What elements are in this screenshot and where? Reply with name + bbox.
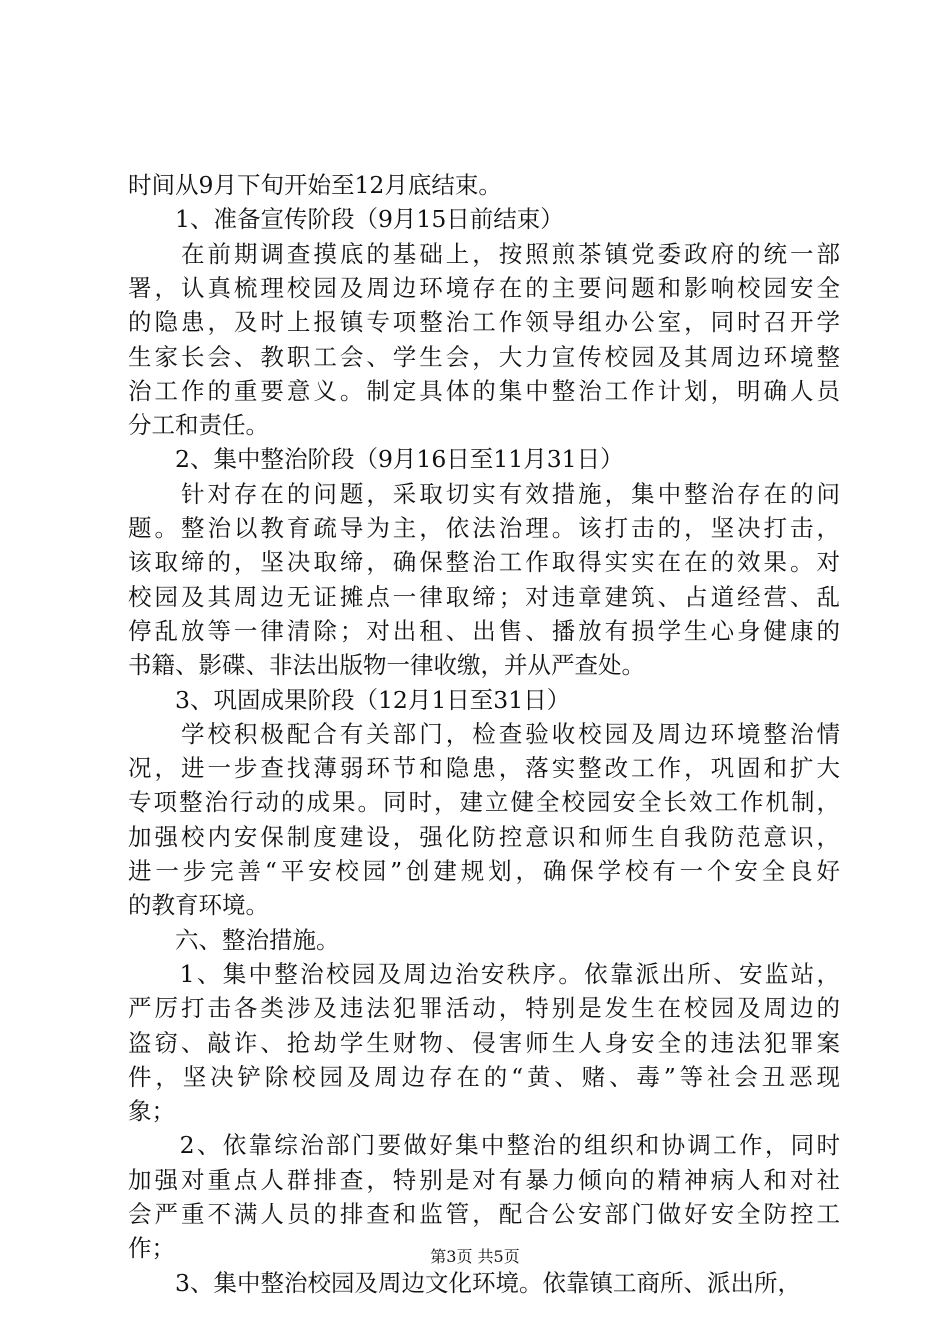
body-text-line: 2、依靠综治部门要做好集中整治的组织和协调工作，同时 [128, 1131, 840, 1160]
body-text-line: 停乱放等一律清除；对出租、出售、播放有损学生心身健康的 [128, 616, 840, 645]
body-text-line: 针对存在的问题，采取切实有效措施，集中整治存在的问 [128, 479, 840, 508]
body-text-line: 六、整治措施。 [128, 925, 340, 954]
body-text-line: 严厉打击各类涉及违法犯罪活动，特别是发生在校园及周边的 [128, 994, 840, 1023]
body-text-line: 治工作的重要意义。制定具体的集中整治工作计划，明确人员 [128, 376, 840, 405]
body-text-line: 该取缔的，坚决取缔，确保整治工作取得实实在在的效果。对 [128, 548, 840, 577]
body-text-line: 时间从9月下旬开始至12月底结束。 [128, 171, 502, 199]
body-text-line: 在前期调查摸底的基础上，按照煎茶镇党委政府的统一部 [128, 239, 840, 268]
body-text-line: 件，坚决铲除校园及周边存在的“黄、赌、毒”等社会丑恶现 [128, 1062, 840, 1091]
body-text-line: 1、集中整治校园及周边治安秩序。依靠派出所、安监站， [128, 959, 840, 988]
body-text-line: 专项整治行动的成果。同时，建立健全校园安全长效工作机制， [128, 788, 840, 817]
body-text-line: 题。整治以教育疏导为主，依法治理。该打击的，坚决打击， [128, 514, 840, 542]
body-text-line: 盗窃、敲诈、抢劫学生财物、侵害师生人身安全的违法犯罪案 [128, 1028, 840, 1057]
body-text-line: 校园及其周边无证摊点一律取缔；对违章建筑、占道经营、乱 [128, 582, 840, 611]
body-text-line: 署，认真梳理校园及周边环境存在的主要问题和影响校园安全 [128, 273, 840, 302]
body-text-line: 的隐患，及时上报镇专项整治工作领导组办公室，同时召开学 [128, 308, 840, 337]
body-text-line: 分工和责任。 [128, 411, 269, 440]
body-text-line: 加强对重点人群排查，特别是对有暴力倾向的精神病人和对社 [128, 1165, 840, 1194]
body-text-line: 1、准备宣传阶段（9月15日前结束） [128, 205, 564, 234]
body-text-line: 3、集中整治校园及周边文化环境。依靠镇工商所、派出所， [128, 1268, 801, 1297]
body-text-line: 2、集中整治阶段（9月16日至11月31日） [128, 445, 624, 474]
body-text-line: 进一步完善“平安校园”创建规划，确保学校有一个安全良好 [128, 857, 840, 885]
body-text-line: 加强校内安保制度建设，强化防控意识和师生自我防范意识， [128, 822, 840, 851]
body-text-line: 学校积极配合有关部门，检查验收校园及周边环境整治情 [128, 719, 840, 748]
body-text-line: 3、巩固成果阶段（12月1日至31日） [128, 685, 571, 714]
page-footer: 第3页 共5页 [430, 1247, 520, 1266]
body-text-line: 书籍、影碟、非法出版物一律收缴，并从严查处。 [128, 651, 645, 680]
body-text-line: 况，进一步查找薄弱环节和隐患，落实整改工作，巩固和扩大 [128, 754, 840, 783]
body-text-line: 象； [128, 1097, 175, 1126]
body-text-line: 的教育环境。 [128, 891, 269, 920]
body-text-line: 会严重不满人员的排查和监管，配合公安部门做好安全防控工 [128, 1200, 840, 1228]
body-text-line: 作； [128, 1234, 175, 1263]
body-text-line: 生家长会、教职工会、学生会，大力宣传校园及其周边环境整 [128, 342, 840, 371]
